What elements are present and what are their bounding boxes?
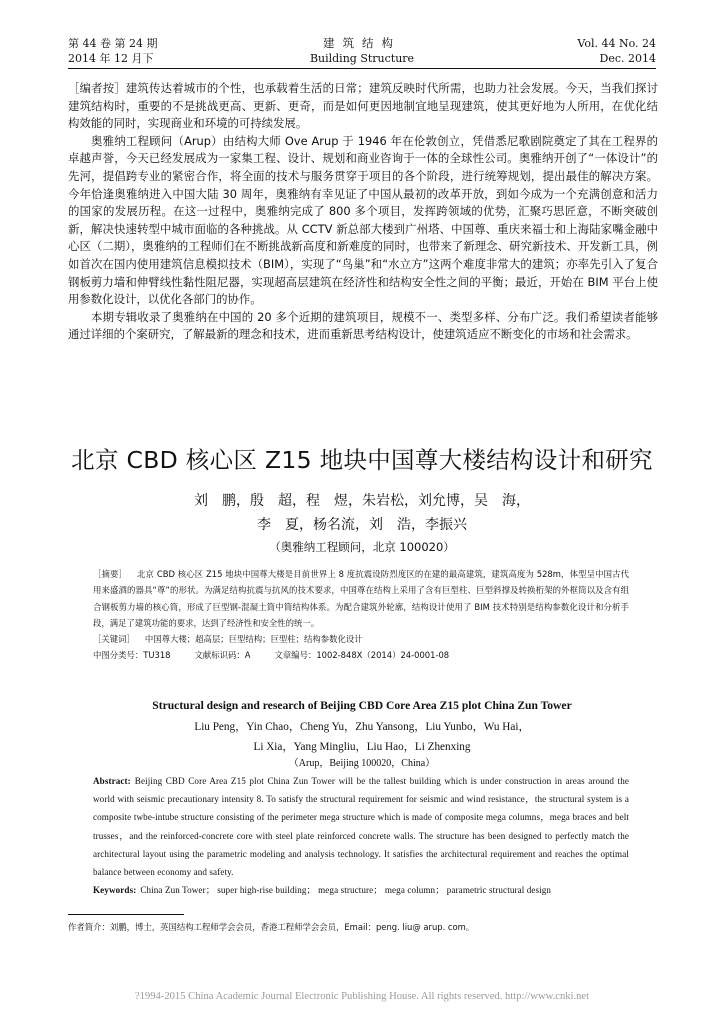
abstract-en-block: [93, 772, 629, 899]
volume-issue-cn: 第 44 卷 第 24 期: [68, 37, 158, 50]
doc-code-label: 文献标识码：: [194, 650, 245, 661]
authors-en-line: Liu Peng，Yin Chao，Cheng Yu，Zhu Yansong，Liu Yunbo，Wu Hai，: [194, 721, 530, 733]
header-center: [68, 36, 656, 66]
date-en: Dec. 2014: [599, 52, 656, 65]
journal-name-en: Building Structure: [309, 52, 415, 65]
keywords-en-label: Keywords:: [93, 885, 137, 896]
keywords-en: [93, 881, 629, 899]
author-note: 作者简介：刘鹏，博士，英国结构工程师学会会员，香港工程师学会会员，Email：peng. liu@ arup. com。: [68, 922, 475, 932]
clc-value: TU318: [143, 650, 171, 661]
keywords-en-text: China Zun Tower； super high-rise building； mega structure； mega column； parametric structural design: [140, 885, 552, 896]
keywords-cn: [93, 631, 629, 647]
copyright-watermark: ?1994-2015 China Academic Journal Electronic Publishing House. All rights reserved. http://www.cnki.net: [134, 991, 590, 1002]
volume-issue-en: Vol. 44 No. 24: [577, 37, 656, 50]
classification-line: [93, 647, 629, 663]
running-header: [68, 36, 656, 68]
keywords-cn-label: ［关键词］: [93, 634, 135, 645]
header-right: [577, 36, 656, 66]
editor-note: [68, 80, 658, 344]
abstract-en-label: Abstract:: [93, 776, 131, 786]
abstract-en: [93, 772, 629, 881]
abstract-cn: [93, 566, 629, 631]
affiliation-en: （Arup，Beijing 100020，China）: [288, 758, 436, 769]
clc-label: 中图分类号：: [93, 650, 144, 661]
authors-en: [100, 717, 624, 757]
authors-cn-line: 刘 鹏，殷 超，程 煜，朱岩松，刘允博，吴 海，: [194, 493, 530, 509]
journal-name-cn: 建筑结构: [323, 36, 401, 50]
doc-code-value: A: [244, 650, 251, 661]
article-no-value: 1002-848X（2014）24-0001-08: [316, 650, 450, 661]
article-title-en: Structural design and research of Beijing CBD Core Area Z15 plot China Zun Tower: [152, 699, 572, 712]
authors-cn: [90, 489, 634, 537]
authors-cn-line: 李 夏，杨名流，刘 浩，李振兴: [257, 517, 467, 533]
abstract-en-text: Beijing CBD Core Area Z15 plot China Zun Tower will be the tallest building which is under construction in areas around the world with seismic precautionary intensity 8. To satisfy the structural requirement for seismic and wind resistance，the structural system is a composite twbe-intube structure consisting of the perimeter mega structure which is made of composite mega columns，mega braces and belt trusses，and the reinforced-concrete core with steel plate reinforced concrete walls. The structure has been designed to perfectly match the architectural layout using the parametric modeling and analysis technology. It satisfies the architectural requirement and reaches the optimal balance between economy and safety.: [93, 776, 629, 878]
article-no-label: 文章编号：: [274, 650, 317, 661]
abstract-cn-block: [93, 566, 629, 664]
header-divider: [68, 68, 656, 69]
abstract-cn-text: 北京 CBD 核心区 Z15 地块中国尊大楼是目前世界上 8 度抗震设防烈度区的在建的最高建筑，建筑高度为 528m，体型呈中国古代用来盛酒的器具“尊”的形状。为满足结构抗震与抗风的技术要求，中国尊在结构上采用了含有巨型柱、巨型斜撑及转换桁架的外框筒以及含有组合钢板剪力墙的核心筒，形成了巨型钢-混凝土筒中筒结构体系。为配合建筑外轮廓，结构设计使用了 BIM 技术特别是结构参数化设计和分析手段，满足了建筑功能的要求，达到了经济性和安全性的统一。: [93, 569, 630, 628]
article-title-cn: 北京 CBD 核心区 Z15 地块中国尊大楼结构设计和研究: [71, 446, 653, 474]
editor-note-paragraph: 本期专辑收录了奥雅纳在中国的 20 多个近期的建筑项目，规模不一、类型多样、分布广泛。我们希望读者能够通过详细的个案研究，了解最新的理念和技术，进而重新思考结构设计，使建筑适应不断变化的市场和社会需求。: [68, 309, 658, 342]
keywords-cn-text: 中国尊大楼；超高层；巨型结构；巨型柱；结构参数化设计: [144, 634, 363, 645]
footnote-divider: [68, 914, 184, 915]
date-cn: 2014 年 12 月下: [68, 52, 154, 65]
editor-note-paragraph: 奥雅纳工程顾问（Arup）由结构大师 Ove Arup 于 1946 年在伦敦创立，凭借悉尼歌剧院奠定了其在工程界的卓越声誉，今天已经发展成为一家集工程、设计、规划和商业咨询于一体的全球性公司。奥雅纳开创了“一体设计”的先河，提倡跨专业的紧密合作，将全面的技术与服务贯穿于项目的各个阶段，进行统筹规划，提出最佳的解决方案。今年恰逢奥雅纳进入中国大陆 30 周年，奥雅纳有幸见证了中国从最初的改革开放，到如今成为一个充满创意和活力的国家的发展历程。在这一过程中，奥雅纳完成了 800 多个项目，发挥跨领域的优势，汇聚巧思匠意，不断突破创新，解决快速转型中城市面临的各种挑战。从 CCTV 新总部大楼到广州塔、中国尊、重庆来福士和上海陆家嘴金融中心区（二期），奥雅纳的工程师们在不断挑战新高度和新难度的同时，也带来了新理念、研究新技术、开发新工具，例如首次在国内使用建筑信息模拟技术（BIM），实现了“鸟巢”和“水立方”这两个难度非常大的建筑；亦率先引入了复合钢板剪力墙和伸臂线性黏性阻尼器，实现超高层建筑在经济性和结构安全性之间的平衡；最近，开始在 BIM 平台上使用参数化设计，以优化各部门的协作。: [68, 133, 658, 307]
editor-note-paragraph: ［编者按］建筑传达着城市的个性，也承载着生活的日常；建筑反映时代所需，也助力社会发展。今天，当我们探讨建筑结构时，重要的不是挑战更高、更新、更奇，而是如何更因地制宜地呈现建筑，使其更好地为人所用，在优化结构效能的同时，实现商业和环境的可持续发展。: [68, 81, 658, 131]
authors-en-line: Li Xia，Yang Mingliu，Liu Hao，Li Zhenxing: [253, 741, 471, 753]
affiliation-cn: （奥雅纳工程顾问，北京 100020）: [269, 540, 455, 554]
abstract-cn-label: ［摘要］: [93, 569, 128, 579]
